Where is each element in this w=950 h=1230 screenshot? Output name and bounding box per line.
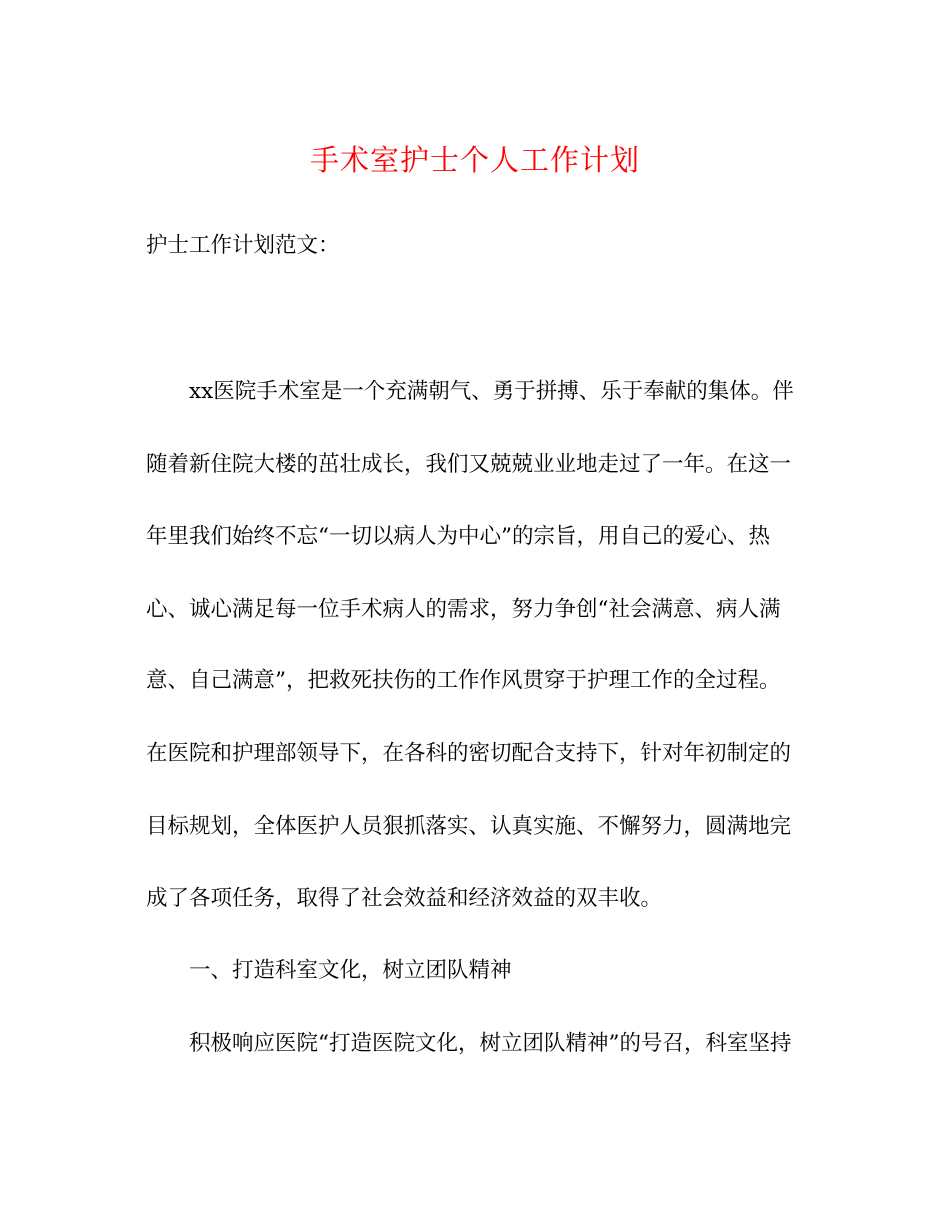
paragraph-line: 在医院和护理部领导下，在各科的密切配合支持下，针对年初制定的 [146,741,792,766]
paragraph-line: 随着新住院大楼的茁壮成长，我们又兢兢业业地走过了一年。在这一 [146,452,792,477]
paragraph-line: xx医院手术室是一个充满朝气、勇于拼搏、乐于奉献的集体。伴 [189,379,794,404]
paragraph-line: 成了各项任务，取得了社会效益和经济效益的双丰收。 [146,886,663,911]
paragraph-line: 心、诚心满足每一位手术病人的需求，努力争创“社会满意、病人满 [146,597,781,622]
document-title: 手术室护士个人工作计划 [309,143,640,177]
paragraph-line: 积极响应医院“打造医院文化，树立团队精神”的号召，科室坚持 [189,1031,792,1056]
paragraph-line: 目标规划，全体医护人员狠抓落实、认真实施、不懈努力，圆满地完 [146,814,792,839]
paragraph-line: 意、自己满意”，把救死扶伤的工作作风贯穿于护理工作的全过程。 [146,668,781,693]
section-heading: 一、打造科室文化，树立团队精神 [189,958,512,983]
paragraph-line: 年里我们始终不忘“一切以病人为中心”的宗旨，用自己的爱心、热 [146,524,770,549]
document-subtitle: 护士工作计划范文： [146,233,340,258]
